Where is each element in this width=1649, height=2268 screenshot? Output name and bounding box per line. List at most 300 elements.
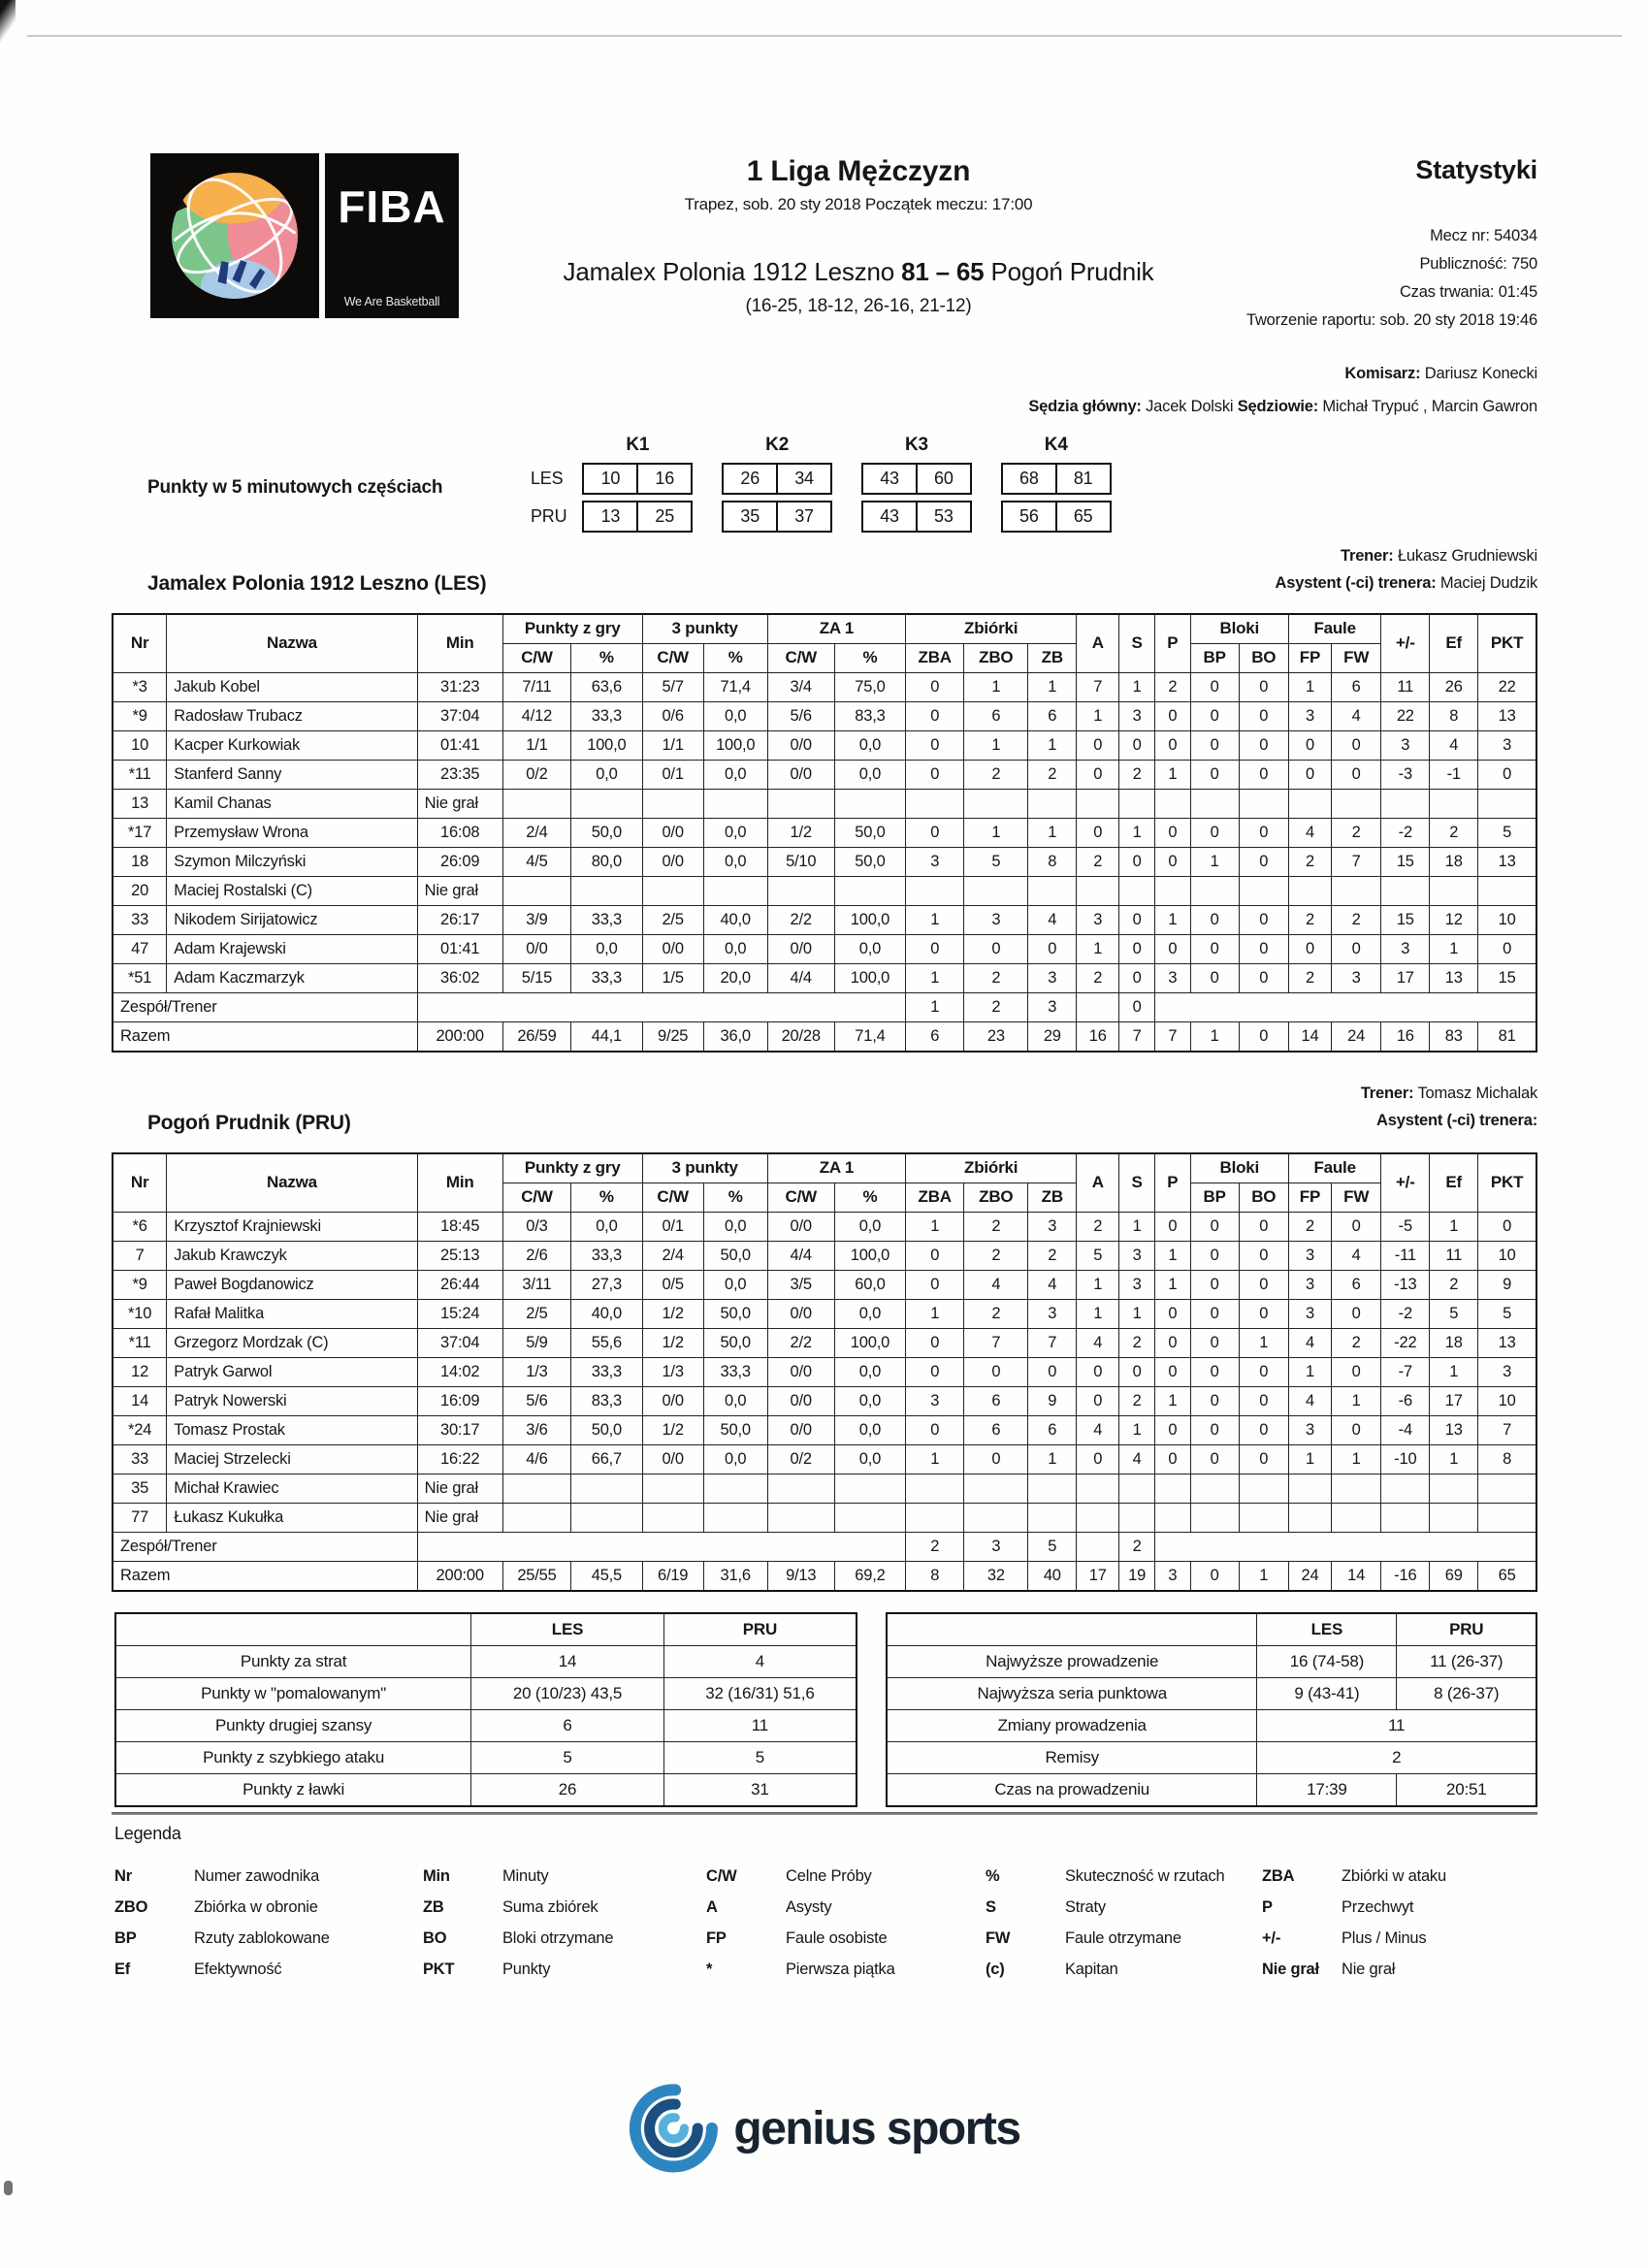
stat-cell: [1430, 1474, 1478, 1504]
stat-cell: 2: [1154, 673, 1190, 702]
col-group-fouls: Faule: [1288, 1153, 1380, 1183]
period-group-k4: [1001, 435, 1112, 538]
stat-cell: 0: [1190, 906, 1239, 935]
stat-cell: 1/3: [642, 1358, 703, 1387]
legend-abbr: Nie grał: [1262, 1960, 1319, 1978]
stat-cell: 26/59: [502, 1022, 570, 1053]
stat-cell: [1288, 877, 1331, 906]
stat-cell: 3: [1288, 1300, 1331, 1329]
away-score: 65: [955, 257, 985, 286]
stat-cell: 100,0: [834, 1329, 905, 1358]
col-les: LES: [471, 1613, 664, 1646]
stat-cell: 20/28: [767, 1022, 834, 1053]
stat-cell: 4: [1430, 731, 1478, 761]
stat-cell: 1: [1119, 673, 1155, 702]
stat-cell: [1077, 1504, 1119, 1533]
stat-cell: 2: [964, 993, 1028, 1022]
legend-abbr: Nr: [114, 1867, 132, 1885]
stat-cell: [1430, 790, 1478, 819]
stat-cell: [1288, 1474, 1331, 1504]
stat-cell: 1/1: [642, 731, 703, 761]
stat-cell: [834, 877, 905, 906]
summary-label: Remisy: [887, 1742, 1257, 1774]
stat-cell: 15: [1381, 906, 1430, 935]
stat-cell: 0/0: [767, 1300, 834, 1329]
player-name: Łukasz Kukułka: [167, 1504, 417, 1533]
stat-cell: 2: [1077, 848, 1119, 877]
stat-cell: [1239, 790, 1288, 819]
stat-cell: 0,0: [703, 761, 767, 790]
player-name: Stanferd Sanny: [167, 761, 417, 790]
totals-label: Razem: [113, 1022, 417, 1053]
col-group-reb: Zbiórki: [906, 614, 1077, 644]
stat-cell: 2: [964, 761, 1028, 790]
stat-cell: [703, 790, 767, 819]
player-minutes: Nie grał: [417, 877, 502, 906]
player-name: Patryk Nowerski: [167, 1387, 417, 1416]
section-divider: [112, 1812, 1537, 1815]
legend-entry: [986, 1929, 1262, 1948]
stat-cell: 0: [1239, 1358, 1288, 1387]
stat-cell: [1331, 1474, 1380, 1504]
stat-cell: 3: [1119, 1242, 1155, 1271]
col-assists: A: [1077, 614, 1119, 673]
stat-cell: [571, 1504, 642, 1533]
stat-cell: 0: [1190, 731, 1239, 761]
stat-cell: 0: [1119, 906, 1155, 935]
stat-cell: 3: [906, 848, 964, 877]
stat-cell: 3: [1154, 1562, 1190, 1592]
stat-cell: [964, 1504, 1028, 1533]
fiba-tagline: We Are Basketball: [343, 295, 440, 308]
stat-cell: 10: [1478, 1242, 1536, 1271]
stat-cell: 0: [1239, 1387, 1288, 1416]
duration: Czas trwania: 01:45: [1399, 283, 1537, 301]
stat-cell: 22: [1381, 702, 1430, 731]
fiba-ball-icon: [162, 163, 307, 308]
stat-cell: [1119, 1504, 1155, 1533]
player-name: Przemysław Wrona: [167, 819, 417, 848]
col-dreb: ZBO: [964, 1183, 1028, 1213]
stat-cell: 0: [1239, 906, 1288, 935]
stat-cell: 9/13: [767, 1562, 834, 1592]
legend-description: Zbiórki w ataku: [1342, 1867, 1446, 1885]
fiba-text-panel: [325, 153, 459, 318]
summary-pru-value: 31: [663, 1774, 857, 1807]
stat-cell: 1: [1154, 1242, 1190, 1271]
summary-pru-value: 20:51: [1397, 1774, 1536, 1807]
stat-cell: [1154, 993, 1536, 1022]
legend-entry: [114, 1898, 423, 1917]
stat-cell: 1/1: [502, 731, 570, 761]
stat-cell: 0: [1190, 1300, 1239, 1329]
stat-cell: 0/1: [642, 761, 703, 790]
stat-cell: 2/6: [502, 1242, 570, 1271]
player-row: [113, 1504, 1536, 1533]
stat-cell: 7: [1028, 1329, 1077, 1358]
stat-cell: [1028, 877, 1077, 906]
legend-abbr: Ef: [114, 1960, 131, 1978]
player-name: Jakub Krawczyk: [167, 1242, 417, 1271]
legend-description: Suma zbiórek: [502, 1898, 598, 1916]
stat-cell: 4/4: [767, 964, 834, 993]
player-number: *11: [113, 1329, 167, 1358]
stat-cell: 3/9: [502, 906, 570, 935]
player-row: [113, 1387, 1536, 1416]
summary-shared-value: 11: [1257, 1710, 1536, 1742]
player-minutes: 14:02: [417, 1358, 502, 1387]
stat-cell: 5: [1478, 1300, 1536, 1329]
player-row: [113, 1242, 1536, 1271]
stat-cell: [1478, 1504, 1536, 1533]
totals-minutes: 200:00: [417, 1562, 502, 1592]
stat-cell: 1: [1430, 1213, 1478, 1242]
col-min: Min: [417, 1153, 502, 1213]
period-score-pair: [1001, 463, 1112, 495]
stat-cell: 8: [1028, 848, 1077, 877]
stat-cell: 50,0: [703, 1300, 767, 1329]
player-row: [113, 906, 1536, 935]
stat-cell: 5: [964, 848, 1028, 877]
venue-date-line: Trapez, sob. 20 sty 2018 Początek meczu: 17:00: [684, 195, 1033, 213]
stat-cell: 3/5: [767, 1271, 834, 1300]
stat-cell: 0: [906, 1271, 964, 1300]
stat-cell: 2/5: [642, 906, 703, 935]
stat-cell: 4: [1077, 1416, 1119, 1445]
stat-cell: 6: [1331, 1271, 1380, 1300]
stat-cell: 50,0: [703, 1329, 767, 1358]
stat-cell: 2: [1288, 964, 1331, 993]
stat-cell: [417, 1533, 905, 1562]
legend-entry: [706, 1960, 986, 1979]
stat-cell: 81: [1478, 1022, 1536, 1053]
score-dash: –: [935, 257, 950, 286]
stat-cell: 0: [1154, 1358, 1190, 1387]
stat-cell: 0: [1478, 761, 1536, 790]
stat-cell: [767, 1474, 834, 1504]
stat-cell: 0: [1077, 1445, 1119, 1474]
stat-cell: 0: [906, 1416, 964, 1445]
col-fg-cw: C/W: [502, 1183, 570, 1213]
stat-cell: 2: [1430, 1271, 1478, 1300]
box-score-pru: [112, 1152, 1537, 1592]
summary-les-value: 9 (43-41): [1257, 1678, 1397, 1710]
period-row-label-les: LES: [531, 469, 564, 488]
player-number: 77: [113, 1504, 167, 1533]
stat-cell: 3: [1028, 1300, 1077, 1329]
period-score-cell: 68: [1001, 463, 1057, 495]
stat-cell: 45,5: [571, 1562, 642, 1592]
stat-cell: 2: [1119, 1533, 1155, 1562]
stat-cell: 1: [906, 1300, 964, 1329]
stat-cell: 0: [1239, 819, 1288, 848]
stat-cell: 69,2: [834, 1562, 905, 1592]
stat-cell: [1190, 1474, 1239, 1504]
legend-entry: [114, 1867, 423, 1886]
stat-cell: 2: [1028, 761, 1077, 790]
stat-cell: 5/9: [502, 1329, 570, 1358]
assistant-label: Asystent (-ci) trenera:: [1376, 1112, 1537, 1129]
legend-abbr: +/-: [1262, 1929, 1281, 1947]
stat-cell: [571, 877, 642, 906]
col-fg-pct: %: [571, 644, 642, 673]
stat-cell: -6: [1381, 1387, 1430, 1416]
stat-cell: -13: [1381, 1271, 1430, 1300]
summary-label: Punkty drugiej szansy: [115, 1710, 471, 1742]
stat-cell: [1288, 1504, 1331, 1533]
stat-cell: 0: [1190, 1445, 1239, 1474]
coach-line-pru: [1361, 1085, 1537, 1103]
stat-cell: [571, 1474, 642, 1504]
stat-cell: 2: [964, 964, 1028, 993]
stat-cell: 14: [1288, 1022, 1331, 1053]
summary-row: [887, 1678, 1536, 1710]
col-treb: ZB: [1028, 644, 1077, 673]
stat-cell: 0: [1190, 1242, 1239, 1271]
stat-cell: 23: [964, 1022, 1028, 1053]
stat-cell: 0,0: [703, 1213, 767, 1242]
col-efficiency: Ef: [1430, 1153, 1478, 1213]
stat-cell: [703, 1474, 767, 1504]
stat-cell: 1: [1154, 761, 1190, 790]
stat-cell: 0: [1154, 1416, 1190, 1445]
col-points: PKT: [1478, 614, 1536, 673]
stat-cell: 83,3: [571, 1387, 642, 1416]
stat-cell: 0: [964, 935, 1028, 964]
stat-cell: 14: [1331, 1562, 1380, 1592]
stat-cell: 10: [1478, 906, 1536, 935]
stat-cell: 0,0: [703, 702, 767, 731]
stat-cell: [502, 877, 570, 906]
stat-cell: 2: [1288, 1213, 1331, 1242]
legend-entry: [706, 1929, 986, 1948]
stat-cell: [1077, 1533, 1119, 1562]
stat-cell: 1: [1430, 1358, 1478, 1387]
quarter-breakdown: (16-25, 18-12, 26-16, 21-12): [745, 296, 972, 316]
stat-cell: 7: [1478, 1416, 1536, 1445]
stat-cell: 0/0: [642, 1387, 703, 1416]
stat-cell: 2: [1028, 1242, 1077, 1271]
stat-cell: 0,0: [834, 731, 905, 761]
stat-cell: 0: [1331, 1358, 1380, 1387]
stat-cell: 31,6: [703, 1562, 767, 1592]
stat-cell: 0: [1239, 1213, 1288, 1242]
stat-cell: 3: [1381, 935, 1430, 964]
summary-label: Punkty za strat: [115, 1646, 471, 1678]
referees-line: [664, 390, 1537, 423]
legend-description: Faule osobiste: [786, 1929, 888, 1947]
stat-cell: 2: [1331, 819, 1380, 848]
fiba-ball-panel: [150, 153, 319, 318]
umpires-label: Sędziowie:: [1237, 398, 1318, 415]
stat-cell: 8: [906, 1562, 964, 1592]
player-number: 13: [113, 790, 167, 819]
stat-cell: 10: [1478, 1387, 1536, 1416]
stat-cell: 17: [1430, 1387, 1478, 1416]
player-name: Patryk Garwol: [167, 1358, 417, 1387]
period-score-cell: 53: [916, 501, 972, 533]
stat-cell: [1154, 1474, 1190, 1504]
stat-cell: 69: [1430, 1562, 1478, 1592]
stat-cell: 0: [1154, 1300, 1190, 1329]
summary-label: Najwyższa seria punktowa: [887, 1678, 1257, 1710]
col-group-ft: ZA 1: [767, 614, 905, 644]
stat-cell: 50,0: [834, 819, 905, 848]
player-name: Maciej Rostalski (C): [167, 877, 417, 906]
stat-cell: 1: [906, 993, 964, 1022]
stat-cell: [1119, 1474, 1155, 1504]
stat-cell: 0: [906, 673, 964, 702]
summary-row: [887, 1646, 1536, 1678]
legend-description: Rzuty zablokowane: [194, 1929, 330, 1947]
stat-cell: 2/4: [502, 819, 570, 848]
stat-cell: 0: [1028, 935, 1077, 964]
stat-cell: 1: [964, 673, 1028, 702]
player-name: Paweł Bogdanowicz: [167, 1271, 417, 1300]
stat-cell: [1077, 790, 1119, 819]
stat-cell: [642, 1504, 703, 1533]
stat-cell: 0,0: [834, 935, 905, 964]
coach-label: Trener:: [1360, 1085, 1414, 1102]
stat-cell: 1: [1190, 1022, 1239, 1053]
player-number: 35: [113, 1474, 167, 1504]
stat-cell: 5/10: [767, 848, 834, 877]
stat-cell: 1: [1119, 1300, 1155, 1329]
stat-cell: [906, 1474, 964, 1504]
stat-cell: 19: [1119, 1562, 1155, 1592]
stat-cell: 1: [1028, 673, 1077, 702]
stat-cell: 0: [1077, 1387, 1119, 1416]
summary-label: Punkty z ławki: [115, 1774, 471, 1807]
team-bench-row: [113, 1533, 1536, 1562]
stat-cell: 0,0: [571, 1213, 642, 1242]
stat-cell: 0/2: [502, 761, 570, 790]
stat-cell: [767, 877, 834, 906]
player-row: [113, 731, 1536, 761]
stat-cell: [964, 877, 1028, 906]
col-treb: ZB: [1028, 1183, 1077, 1213]
home-score: 81: [901, 257, 929, 286]
stat-cell: 0: [1190, 935, 1239, 964]
player-row: [113, 1271, 1536, 1300]
stat-cell: 3: [1288, 1242, 1331, 1271]
player-number: *11: [113, 761, 167, 790]
stat-cell: 100,0: [703, 731, 767, 761]
stat-cell: 1: [1077, 1271, 1119, 1300]
stat-cell: 0: [1119, 993, 1155, 1022]
stat-cell: 1/2: [767, 819, 834, 848]
summary-row: [115, 1742, 857, 1774]
stat-cell: 0: [1190, 1562, 1239, 1592]
stat-cell: 1: [1288, 1445, 1331, 1474]
stat-cell: 6: [906, 1022, 964, 1053]
stat-cell: 4/6: [502, 1445, 570, 1474]
stat-cell: [571, 790, 642, 819]
player-minutes: 26:17: [417, 906, 502, 935]
stat-cell: [1028, 790, 1077, 819]
col-3p-pct: %: [703, 644, 767, 673]
stat-cell: 0: [906, 1358, 964, 1387]
col-fouls-personal: FP: [1288, 644, 1331, 673]
stat-cell: 4: [1331, 1242, 1380, 1271]
stat-cell: 0: [1239, 935, 1288, 964]
col-les: LES: [1257, 1613, 1397, 1646]
legend-abbr: ZB: [423, 1898, 444, 1916]
stat-cell: 1: [906, 1445, 964, 1474]
period-score-cell: 34: [776, 463, 832, 495]
legend-entry: [1262, 1898, 1545, 1917]
col-steals: P: [1154, 1153, 1190, 1213]
stat-cell: 3: [906, 1387, 964, 1416]
stat-cell: 44,1: [571, 1022, 642, 1053]
stat-cell: -22: [1381, 1329, 1430, 1358]
stat-cell: 5: [1430, 1300, 1478, 1329]
legend-abbr: S: [986, 1898, 996, 1916]
stat-cell: [1478, 790, 1536, 819]
stat-cell: 3/4: [767, 673, 834, 702]
col-fouls-drawn: FW: [1331, 644, 1380, 673]
stat-cell: 13: [1430, 1416, 1478, 1445]
stat-cell: 2: [1331, 906, 1380, 935]
stat-cell: 16: [1381, 1022, 1430, 1053]
period-score-pair: [1001, 501, 1112, 533]
legend-abbr: PKT: [423, 1960, 455, 1978]
legend-entry: [986, 1960, 1262, 1979]
player-minutes: 18:45: [417, 1213, 502, 1242]
stat-cell: 0/0: [767, 1416, 834, 1445]
stat-cell: 1/3: [502, 1358, 570, 1387]
stat-cell: 2: [964, 1300, 1028, 1329]
stat-cell: 1: [1119, 1213, 1155, 1242]
stat-cell: 33,3: [571, 964, 642, 993]
stat-cell: 2/5: [502, 1300, 570, 1329]
legend-description: Efektywność: [194, 1960, 282, 1978]
player-name: Nikodem Sirijatowicz: [167, 906, 417, 935]
stat-cell: 0: [1331, 731, 1380, 761]
stat-cell: [1154, 1533, 1536, 1562]
stat-cell: 0: [1190, 673, 1239, 702]
player-minutes: 25:13: [417, 1242, 502, 1271]
period-score-cell: 56: [1001, 501, 1057, 533]
assistant-name: Maciej Dudzik: [1439, 574, 1537, 592]
player-name: Krzysztof Krajniewski: [167, 1213, 417, 1242]
stat-cell: 7: [1077, 673, 1119, 702]
league-title: 1 Liga Mężczyzn: [746, 155, 971, 187]
summary-les-value: 16 (74-58): [1257, 1646, 1397, 1678]
summary-les-value: 20 (10/23) 43,5: [471, 1678, 664, 1710]
stat-cell: 18: [1430, 848, 1478, 877]
player-minutes: 30:17: [417, 1416, 502, 1445]
stat-cell: 0: [1154, 731, 1190, 761]
stat-cell: -7: [1381, 1358, 1430, 1387]
stat-cell: 1: [1154, 1387, 1190, 1416]
stat-cell: 2: [1119, 761, 1155, 790]
stat-cell: 8: [1430, 702, 1478, 731]
period-score-pair: [582, 463, 693, 495]
stat-cell: [1028, 1504, 1077, 1533]
stat-cell: 0: [906, 819, 964, 848]
stat-cell: 0,0: [834, 761, 905, 790]
stat-cell: 32: [964, 1562, 1028, 1592]
stat-cell: 6: [964, 702, 1028, 731]
col-group-fouls: Faule: [1288, 614, 1380, 644]
player-name: Tomasz Prostak: [167, 1416, 417, 1445]
stat-cell: 3: [964, 1533, 1028, 1562]
stat-cell: 0,0: [834, 1387, 905, 1416]
stat-cell: 0: [1077, 819, 1119, 848]
col-fg-cw: C/W: [502, 644, 570, 673]
stat-cell: 1: [1239, 1329, 1288, 1358]
